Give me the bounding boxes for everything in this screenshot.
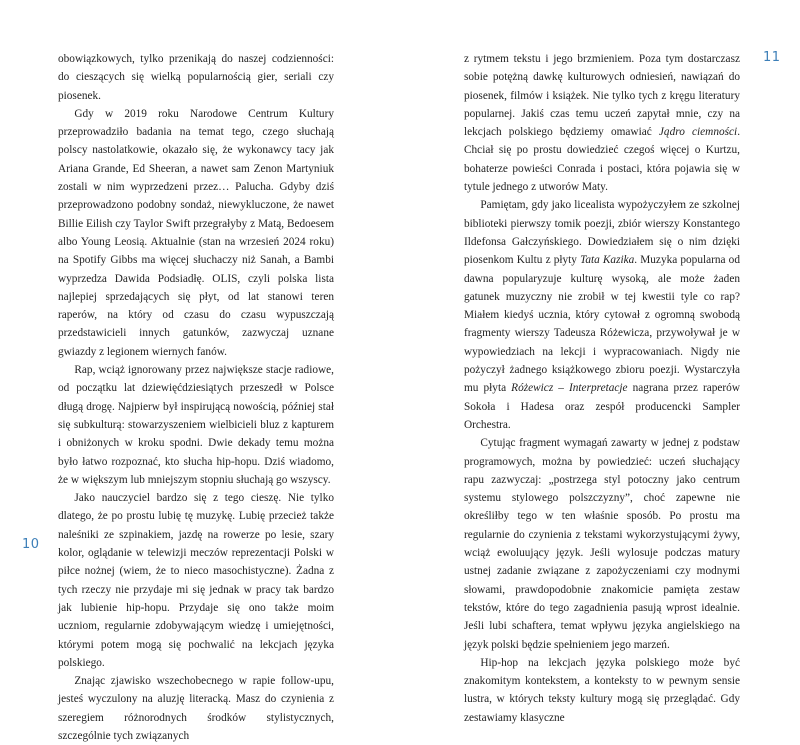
italic-title-text: Tata Kazika [580,254,635,267]
paragraph-text: obowiązkowych, tylko przenikają do naszej codzienności: do cieszących się wielką popularnością gier, seriali czy piosenek. [58,53,334,102]
italic-title-text: Różewicz – Interpretacje [511,382,628,395]
paragraph [464,434,740,654]
paragraph-text: . Muzyka popularna od dawna popularyzuje kulturę wysoką, ale może żaden gatunek muzyczny nie zrobił w tej kwestii tyle co rap? Miałem kiedyś ucznia, który cytował z ogromną swobodą fragmenty wierszy Tadeusza Różewicza, przywoływał je w wypowiedziach na lekcji i wypracowaniach. Nigdy nie pożyczył żadnego książkowego zbioru poezji. Wystarczyła mu płyta [464,254,740,395]
paragraph [464,196,740,434]
paragraph [464,654,740,727]
paragraph-text: Jako nauczyciel bardzo się z tego cieszę. Nie tylko dlatego, że po prostu lubię tę muzykę. Lubię przecież także naleśniki ze szpinakiem, jazdę na rowerze po lesie, szary kolor, oglądanie w telewizji meczów reprezentacji Polski w piłce nożnej (wiem, że to nieco masochistyczne). Żadna z tych rzeczy nie przydaje mi się jednak w pracy tak bardzo jak lubienie hip-hopu. Przydaje się ono także moim uczniom, regularnie zdobywającym wiedzę i umiejętności, którymi potem mogą się pochwalić na lekcjach języka polskiego. [58,492,334,669]
paragraph-text: Pamiętam, gdy jako licealista wypożyczyłem ze szkolnej biblioteki pierwszy tomik poezji, zbiór wierszy Konstantego Ildefonsa Gałczyńskiego. Dowiedziałem się o nim dzięki piosenkom Kultu z płyty [464,199,740,267]
paragraph [58,50,334,105]
paragraph [58,489,334,672]
right-page-text-column [464,50,740,727]
paragraph-text: z rytmem tekstu i jego brzmieniem. Poza tym dostarczasz sobie potężną dawkę kulturowych odniesień, nawiązań do piosenek, filmów i książek. Nie tylko tych z kręgu literatury popularnej. Jakiś czas temu uczeń zapytał mnie, czy na lekcjach polskiego będziemy omawiać [464,53,740,139]
page-number-left: 10 [22,537,40,552]
paragraph-text: Cytując fragment wymagań zawarty w jednej z podstaw programowych, można by powiedzieć: uczeń słuchający rapu zazwyczaj: „postrzega styl potoczny jako centrum systemu stylowego polszczyzny”, choć zapewne nie określiłby tego w ten właśnie sposób. Po prostu ma regularnie do czynienia z tekstami wykorzystującymi żywy, wciąż ewoluujący język. Jeśli wylosuje podczas matury ustnej zadanie związane z zapożyczeniami czy modnymi słowami, prawdopodobnie znakomicie pamięta zestaw tekstów, które do tego zagadnienia pasują wprost idealnie. Jeśli lubi schaftera, temat wpływu języka angielskiego na język polski będzie spełnieniem jego marzeń. [464,437,740,651]
paragraph-text: Hip-hop na lekcjach języka polskiego może być znakomitym kontekstem, a konteksty to w pewnym sensie lustra, w których teksty kultury mogą się przeglądać. Gdy zestawiamy klasyczne [464,656,740,724]
paragraph-text: Znając zjawisko wszechobecnego w rapie follow-upu, jesteś wyczulony na aluzję literacką. Masz do czynienia z szeregiem różnorodnych środków stylistycznych, szczególnie tych związanych [58,675,334,742]
paragraph [58,361,334,489]
paragraph [58,672,334,745]
italic-title-text: Jądro ciemności [658,126,738,139]
paragraph-text: nagrana przez raperów Sokoła i Hadesa oraz zespół producencki Sampler Orchestra. [464,382,740,431]
paragraph [464,50,740,196]
paragraph [58,105,334,361]
left-page-text-column [58,50,334,745]
paragraph-text: Rap, wciąż ignorowany przez największe stacje radiowe, od początku lat dziewięćdziesiątych przeszedł w Polsce długą drogę. Najpierw był inspirującą nowością, później stał się subkulturą: stowarzyszeniem wielbicieli bluz z kapturem i obniżonych w kroku spodni. Dwie dekady temu można było łatwo rozpoznać, kto słucha hip-hopu. Dziś wiadomo, że w większym lub mniejszym stopniu słuchają go wszyscy. [58,364,334,486]
page-number-right: 11 [763,50,781,65]
paragraph-text: . Chciał się po prostu dowiedzieć czegoś więcej o Kurtzu, bohaterze powieści Conrada i postaci, która pojawia się w tytule jednego z utworów Maty. [464,126,741,194]
paragraph-text: Gdy w 2019 roku Narodowe Centrum Kultury przeprowadziło badania na temat tego, czego słuchają polscy nastolatkowie, okazało się, że wykonawcy tacy jak Ariana Grande, Ed Sheeran, a nawet sam Zenon Martyniuk zostali w nim wyprzedzeni przez… Palucha. Gdyby dziś przeprowadzono podobny sondaż, niewykluczone, że nawet Billie Eilish czy Taylor Swift przegrałyby z Matą, Bedoesem albo Young Leosią. Aktualnie (stan na wrzesień 2024 roku) na Spotify Gibbs ma więcej słuchaczy niż Sanah, a Bambi wyprzedza Dawida Podsiadłę. OLIS, czyli polska lista najlepiej sprzedających się płyt, od lat stanowi teren raperów, na który od czasu do czasu wypuszczają przedstawicieli innych gatunków, zazwyczaj uznane gwiazdy z legionem wiernych fanów. [58,107,334,358]
